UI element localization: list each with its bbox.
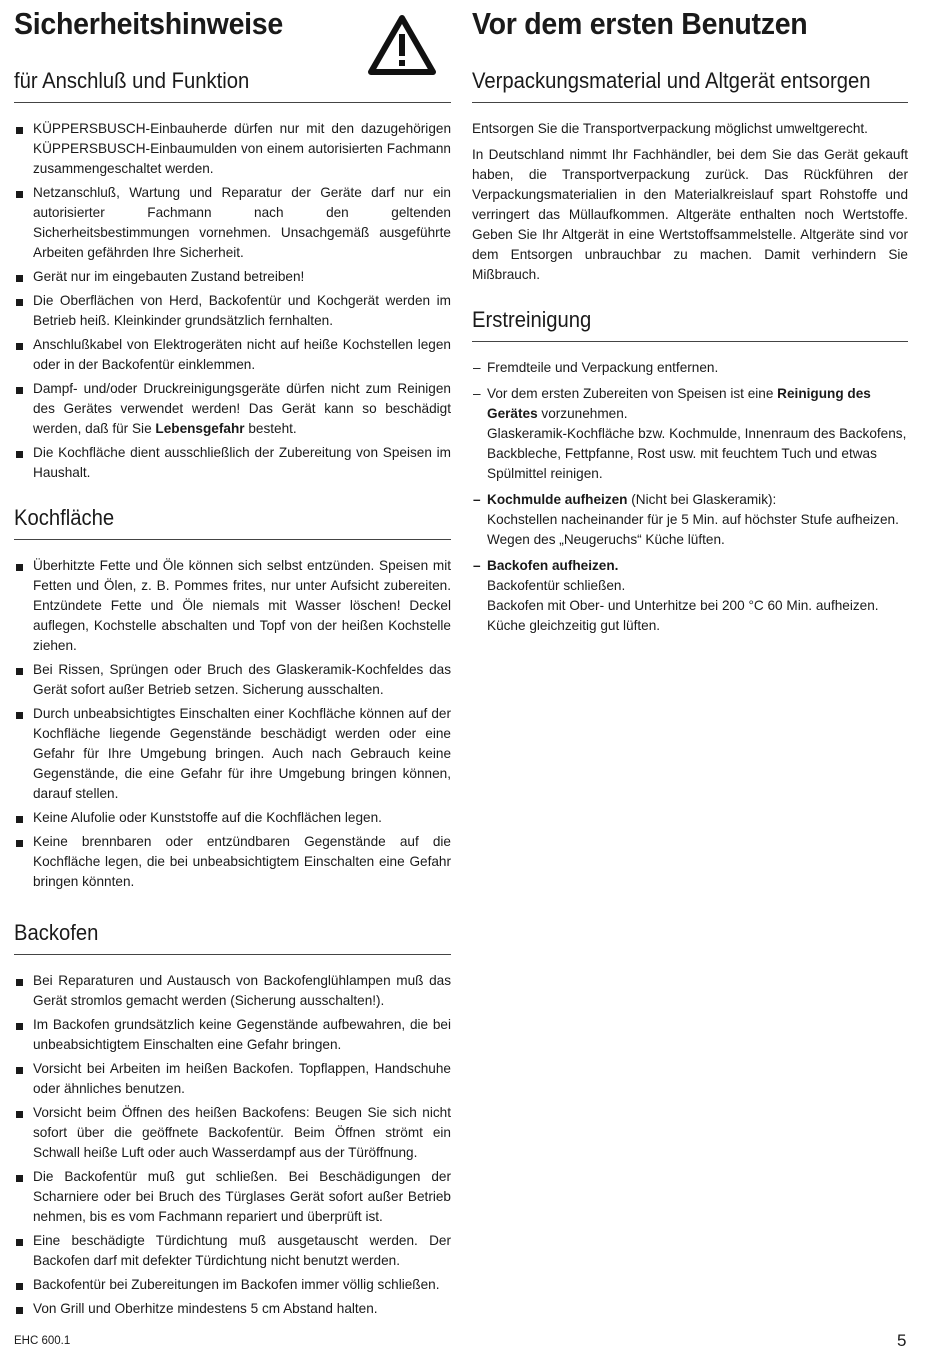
list-item-text: KÜPPERSBUSCH-Einbauherde dürfen nur mit den dazugehörigen KÜPPERSBUSCH-Einbaumulden von einem autorisierten Fachmann zusammengeschaltet werden. xyxy=(33,121,451,176)
bullet-square-icon xyxy=(16,840,23,847)
list-item xyxy=(472,384,908,484)
list-item xyxy=(472,556,908,636)
list-item-text: Vorsicht bei Arbeiten im heißen Backofen. Topflappen, Handschuhe oder ähnliches benutzen. xyxy=(33,1061,451,1096)
bullet-square-icon xyxy=(16,299,23,306)
list-item-text: Bei Reparaturen und Austausch von Backofenglühlampen muß das Gerät stromlos gemacht werden (Sicherung ausschalten!). xyxy=(33,973,451,1008)
paragraph: In Deutschland nimmt Ihr Fachhändler, bei dem Sie das Gerät gekauft haben, die Transportverpackung zurück. Das Rückführen der Verpackungsmaterialien in den Materialkreislauf spart Rohstoffe und verringert das Müllaufkommen. Altgeräte enthalten noch Wertstoffe. Geben Sie Ihr Altgerät in eine Wertstoffsammelstelle. Altgeräte sind vor dem Entsorgen unbrauchbar zu machen. Damit verhindern Sie Mißbrauch. xyxy=(472,147,908,282)
list-item xyxy=(14,832,451,892)
list-item xyxy=(14,808,451,828)
list-item-detail: Kochstellen nacheinander für je 5 Min. auf höchster Stufe aufheizen. xyxy=(487,512,899,527)
list-item-text: Bei Rissen, Sprüngen oder Bruch des Glaskeramik-Kochfeldes das Gerät sofort außer Betrieb setzen. Sicherung ausschalten. xyxy=(33,662,451,697)
warning-triangle-icon xyxy=(367,14,437,76)
bullet-square-icon xyxy=(16,451,23,458)
list-item xyxy=(472,490,908,550)
page-number: 5 xyxy=(897,1331,907,1350)
paragraph: Entsorgen Sie die Transportverpackung möglichst umweltgerecht. xyxy=(472,121,868,136)
heading-initial-cleaning-text: Erstreinigung xyxy=(472,307,592,332)
list-item xyxy=(14,119,451,179)
list-item-text: Vorsicht beim Öffnen des heißen Backofens: Beugen Sie sich nicht sofort über die geöffnete Backofentür. Beim Öffnen strömt ein Schwall heiße Luft oder auch Wasserdampf aus der Türöffnung. xyxy=(33,1105,451,1160)
list-item-text: vorzunehmen. xyxy=(537,406,628,421)
list-item-detail: Glaskeramik-Kochfläche bzw. Kochmulde, Innenraum des Backofens, Backbleche, Fettpfanne, Rost usw. mit feuchtem Tuch und etwas Spülmittel reinigen. xyxy=(487,426,907,481)
list-item-text: Durch unbeabsichtigtes Einschalten einer Kochfläche können auf der Kochfläche liegende Gegenstände beschädigt werden oder eine Gefahr für Ihre Umgebung bringen. Auch nach Gebrauch keine Gegenstände, die eine Gefahr für ihre Umgebung bringen können, darauf stellen. xyxy=(33,706,451,801)
bullet-square-icon xyxy=(16,1283,23,1290)
bullet-square-icon xyxy=(16,1067,23,1074)
list-item xyxy=(14,1103,451,1163)
bullet-square-icon xyxy=(16,1023,23,1030)
emphasis: Backofen aufheizen. xyxy=(487,558,619,573)
list-item xyxy=(14,971,451,1011)
left-column xyxy=(14,0,451,1323)
bullet-square-icon xyxy=(16,979,23,986)
heading-packaging-disposal-text: Verpackungsmaterial und Altgerät entsorgen xyxy=(472,68,871,93)
dash-marker: – xyxy=(473,492,481,507)
list-item xyxy=(14,291,451,331)
dash-marker: – xyxy=(473,558,481,573)
list-item-text: Von Grill und Oberhitze mindestens 5 cm Abstand halten. xyxy=(33,1301,378,1316)
bullet-square-icon xyxy=(16,712,23,719)
emphasis: Reinigung des Gerätes xyxy=(487,386,871,421)
list-item-text: Netzanschluß, Wartung und Reparatur der Geräte darf nur ein autorisierter Fachmann nach den geltenden Sicherheitsbestimmungen vornehmen. Unsachgemäß ausgeführte Arbeiten gefährden Ihre Sicherheit. xyxy=(33,185,451,260)
model-number: EHC 600.1 xyxy=(14,1335,71,1347)
list-item xyxy=(14,556,451,656)
heading-hob xyxy=(14,503,451,540)
list-item xyxy=(14,335,451,375)
list-item xyxy=(14,660,451,700)
heading-packaging-disposal xyxy=(472,66,908,103)
list-item-text: Die Kochfläche dient ausschließlich der Zubereitung von Speisen im Haushalt. xyxy=(33,445,451,480)
bullet-square-icon xyxy=(16,564,23,571)
dash-marker: – xyxy=(473,360,481,375)
list-item-text: Dampf- und/oder Druckreinigungsgeräte dürfen nicht zum Reinigen des Gerätes verwendet werden! Das Gerät kann so beschädigt werden, daß für Sie xyxy=(33,381,451,436)
list-item-text: Im Backofen grundsätzlich keine Gegenstände aufbewahren, die bei unbeabsichtigtem Einschalten eine Gefahr bringen. xyxy=(33,1017,451,1052)
bullet-square-icon xyxy=(16,387,23,394)
heading-hob-text: Kochfläche xyxy=(14,505,115,530)
list-item-detail: Wegen des „Neugeruchs“ Küche lüften. xyxy=(487,532,725,547)
bullet-square-icon xyxy=(16,668,23,675)
right-column xyxy=(472,0,908,642)
bullet-square-icon xyxy=(16,127,23,134)
bullet-square-icon xyxy=(16,1239,23,1246)
list-item xyxy=(14,267,451,287)
list-item-text: Eine beschädigte Türdichtung muß ausgetauscht werden. Der Backofen darf mit defekter Türdichtung nicht benutzt werden. xyxy=(33,1233,451,1268)
list-item xyxy=(14,704,451,804)
heading-oven-text: Backofen xyxy=(14,920,99,945)
list-item-text: Anschlußkabel von Elektrogeräten nicht auf heiße Kochstellen legen oder in der Backofentür einklemmen. xyxy=(33,337,451,372)
emphasis: Kochmulde aufheizen xyxy=(487,492,628,507)
list-item-text: besteht. xyxy=(244,421,297,436)
danger-emphasis: Lebensgefahr xyxy=(155,421,245,436)
list-item xyxy=(14,1167,451,1227)
list-item xyxy=(472,358,908,378)
list-item-detail: Backofentür schließen. xyxy=(487,578,626,593)
dash-marker: – xyxy=(473,386,481,401)
list-item-detail: Backofen mit Ober- und Unterhitze bei 200 °C 60 Min. aufheizen. xyxy=(487,598,879,613)
list-item-text: Backofentür bei Zubereitungen im Backofen immer völlig schließen. xyxy=(33,1277,440,1292)
list-item-text: Keine Alufolie oder Kunststoffe auf die Kochflächen legen. xyxy=(33,810,382,825)
bullet-square-icon xyxy=(16,343,23,350)
bullet-square-icon xyxy=(16,1111,23,1118)
list-item xyxy=(14,1299,451,1319)
page-title-first-use: Vor dem ersten Benutzen xyxy=(472,6,808,41)
list-item-text: Fremdteile und Verpackung entfernen. xyxy=(487,360,719,375)
list-item-text: Vor dem ersten Zubereiten von Speisen ist eine xyxy=(487,386,778,401)
bullet-square-icon xyxy=(16,1175,23,1182)
list-oven xyxy=(14,971,451,1319)
list-item-text: Gerät nur im eingebauten Zustand betreiben! xyxy=(33,269,305,284)
list-item xyxy=(14,1059,451,1099)
list-item xyxy=(14,379,451,439)
list-item-text: Die Oberflächen von Herd, Backofentür und Kochgerät werden im Betrieb heiß. Kleinkinder grundsätzlich fernhalten. xyxy=(33,293,451,328)
bullet-square-icon xyxy=(16,1307,23,1314)
list-item xyxy=(14,443,451,483)
list-item-text: Keine brennbaren oder entzündbaren Gegenstände auf die Kochfläche legen, die bei unbeabsichtigtem Einschalten eine Gefahr bringen könnten. xyxy=(33,834,451,889)
disposal-text xyxy=(472,119,908,285)
bullet-square-icon xyxy=(16,275,23,282)
list-item-detail: Küche gleichzeitig gut lüften. xyxy=(487,618,661,633)
bullet-square-icon xyxy=(16,816,23,823)
list-initial-cleaning xyxy=(472,358,908,636)
list-item xyxy=(14,1275,451,1295)
list-item xyxy=(14,1231,451,1271)
list-item-text: (Nicht bei Glaskeramik): xyxy=(627,492,777,507)
page-title-safety: Sicherheitshinweise xyxy=(14,6,283,41)
bullet-square-icon xyxy=(16,191,23,198)
list-hob xyxy=(14,556,451,892)
list-item-text: Überhitzte Fette und Öle können sich selbst entzünden. Speisen mit Fetten und Ölen, z. B. Pommes frites, nur unter Aufsicht zubereiten. Entzündete Fette und Öle niemals mit Wasser löschen! Deckel auflegen, Kochstelle abschalten und Topf von der heißen Kochstelle ziehen. xyxy=(33,558,451,653)
list-item-text: Die Backofentür muß gut schließen. Bei Beschädigungen der Scharniere oder bei Bruch des Türglases Gerät sofort außer Betrieb nehmen, bis es vom Fachmann repariert und überprüft ist. xyxy=(33,1169,451,1224)
list-item xyxy=(14,1015,451,1055)
list-connection xyxy=(14,119,451,483)
heading-initial-cleaning xyxy=(472,305,908,342)
heading-oven xyxy=(14,918,451,955)
list-item xyxy=(14,183,451,263)
heading-connection-text: für Anschluß und Funktion xyxy=(14,68,250,93)
